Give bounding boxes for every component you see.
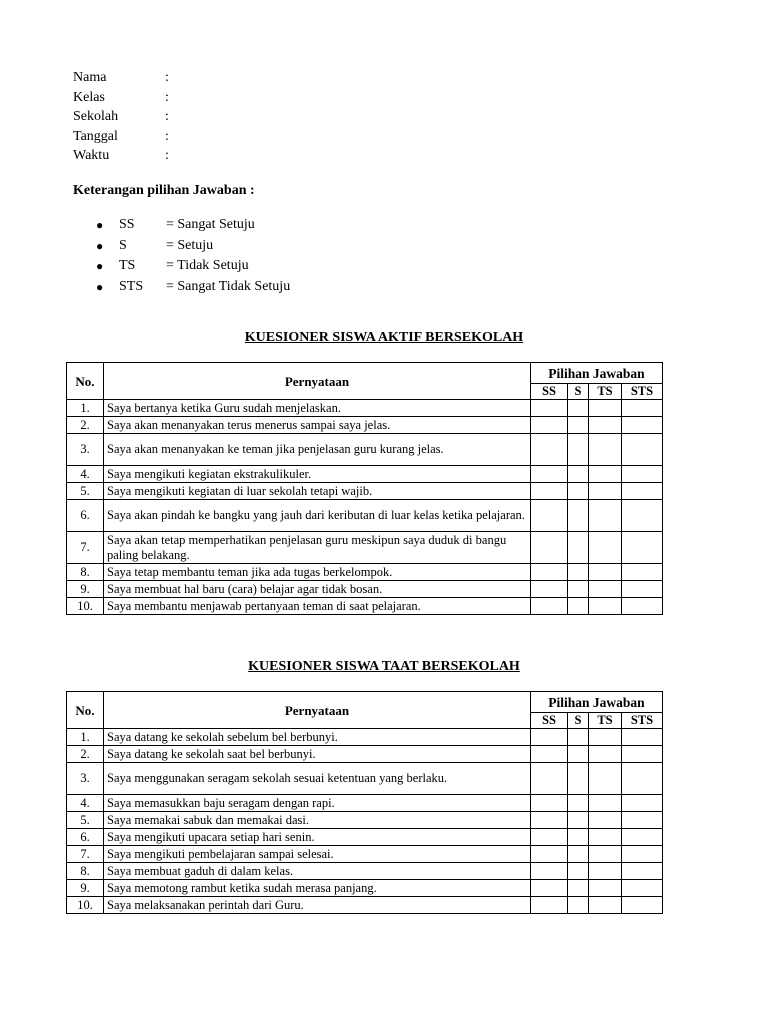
- answer-cell-s[interactable]: [567, 863, 588, 880]
- answer-cell-ss[interactable]: [530, 829, 567, 846]
- answer-cell-s[interactable]: [567, 434, 588, 466]
- row-statement: Saya mengikuti kegiatan ekstrakulikuler.: [104, 466, 531, 483]
- header-choice-ts: TS: [588, 384, 621, 400]
- table-row: [67, 746, 663, 763]
- answer-cell-sts[interactable]: [621, 746, 662, 763]
- row-statement: Saya bertanya ketika Guru sudah menjelaskan.: [104, 400, 531, 417]
- answer-cell-ss[interactable]: [530, 863, 567, 880]
- answer-cell-ts[interactable]: [588, 581, 621, 598]
- answer-cell-ts[interactable]: [588, 500, 621, 532]
- row-statement: Saya menggunakan seragam sekolah sesuai ketentuan yang berlaku.: [104, 763, 531, 795]
- row-number: 8.: [67, 564, 104, 581]
- answer-cell-ts[interactable]: [588, 466, 621, 483]
- answer-cell-sts[interactable]: [621, 897, 662, 914]
- identity-label: Nama: [73, 70, 107, 85]
- identity-row-waktu: [73, 146, 273, 166]
- answer-cell-ts[interactable]: [588, 729, 621, 746]
- answer-cell-ts[interactable]: [588, 812, 621, 829]
- answer-cell-ss[interactable]: [530, 564, 567, 581]
- row-statement: Saya memotong rambut ketika sudah merasa panjang.: [104, 880, 531, 897]
- table-row: [67, 466, 663, 483]
- answer-cell-s[interactable]: [567, 466, 588, 483]
- answer-cell-sts[interactable]: [621, 729, 662, 746]
- table-row: [67, 897, 663, 914]
- table-row: [67, 880, 663, 897]
- header-no: No.: [67, 692, 104, 729]
- answer-cell-ss[interactable]: [530, 417, 567, 434]
- table-row: [67, 417, 663, 434]
- row-number: 2.: [67, 417, 104, 434]
- answer-cell-s[interactable]: [567, 897, 588, 914]
- answer-cell-s[interactable]: [567, 746, 588, 763]
- answer-cell-sts[interactable]: [621, 417, 662, 434]
- answer-cell-s[interactable]: [567, 400, 588, 417]
- questionnaire-title-aktif: KUESIONER SISWA AKTIF BERSEKOLAH: [244, 330, 524, 345]
- bullet-icon: ●: [96, 218, 104, 232]
- header-statement: Pernyataan: [104, 692, 531, 729]
- answer-cell-sts[interactable]: [621, 581, 662, 598]
- answer-cell-s[interactable]: [567, 829, 588, 846]
- answer-cell-sts[interactable]: [621, 400, 662, 417]
- row-statement: Saya melaksanakan perintah dari Guru.: [104, 897, 531, 914]
- row-statement: Saya datang ke sekolah sebelum bel berbunyi.: [104, 729, 531, 746]
- answer-cell-ts[interactable]: [588, 434, 621, 466]
- table-row: [67, 434, 663, 466]
- table-row: [67, 729, 663, 746]
- questionnaire-title-taat: KUESIONER SISWA TAAT BERSEKOLAH: [248, 659, 520, 674]
- answer-cell-sts[interactable]: [621, 564, 662, 581]
- row-number: 10.: [67, 598, 104, 615]
- row-number: 6.: [67, 829, 104, 846]
- legend-desc: = Setuju: [166, 237, 214, 253]
- legend-desc: = Sangat Tidak Setuju: [166, 278, 291, 294]
- header-choices-label: Pilihan Jawaban: [530, 692, 662, 713]
- header-choice-ss: SS: [530, 713, 567, 729]
- identity-label: Kelas: [73, 89, 105, 105]
- identity-row-nama: [73, 68, 273, 88]
- row-statement: Saya akan menanyakan ke teman jika penjelasan guru kurang jelas.: [104, 434, 531, 466]
- answer-cell-ss[interactable]: [530, 795, 567, 812]
- row-number: 3.: [67, 434, 104, 466]
- questionnaire-table-taat: [66, 691, 663, 914]
- identity-row-sekolah: [73, 107, 273, 127]
- answer-cell-ss[interactable]: [530, 400, 567, 417]
- answer-cell-ss[interactable]: [530, 532, 567, 564]
- answer-cell-s[interactable]: [567, 795, 588, 812]
- answer-cell-sts[interactable]: [621, 812, 662, 829]
- header-choice-s: S: [567, 713, 588, 729]
- table-row: [67, 400, 663, 417]
- header-choice-ts: TS: [588, 713, 621, 729]
- identity-row-kelas: [73, 88, 273, 108]
- identity-colon: :: [165, 89, 169, 105]
- answer-cell-ss[interactable]: [530, 598, 567, 615]
- legend-item: [96, 277, 396, 298]
- table-row: [67, 812, 663, 829]
- row-statement: Saya membantu menjawab pertanyaan teman di saat pelajaran.: [104, 598, 531, 615]
- header-choice-sts: STS: [621, 713, 662, 729]
- row-number: 9.: [67, 581, 104, 598]
- identity-label: Waktu: [73, 148, 110, 163]
- answer-cell-ts[interactable]: [588, 417, 621, 434]
- legend-desc: = Tidak Setuju: [166, 258, 249, 273]
- answer-cell-ts[interactable]: [588, 829, 621, 846]
- answer-cell-s[interactable]: [567, 598, 588, 615]
- legend-code: STS: [119, 278, 144, 294]
- answer-cell-s[interactable]: [567, 417, 588, 434]
- legend-code: TS: [119, 258, 136, 273]
- answer-cell-sts[interactable]: [621, 500, 662, 532]
- row-number: 3.: [67, 763, 104, 795]
- table-row: [67, 500, 663, 532]
- answer-cell-ss[interactable]: [530, 466, 567, 483]
- table-row: [67, 532, 663, 564]
- answer-cell-ss[interactable]: [530, 846, 567, 863]
- table-row: [67, 483, 663, 500]
- table-row: [67, 581, 663, 598]
- answer-cell-ts[interactable]: [588, 598, 621, 615]
- answer-cell-ss[interactable]: [530, 434, 567, 466]
- answer-cell-sts[interactable]: [621, 880, 662, 897]
- row-number: 9.: [67, 880, 104, 897]
- bullet-icon: ●: [96, 279, 104, 294]
- row-statement: Saya mengikuti kegiatan di luar sekolah tetapi wajib.: [104, 483, 531, 500]
- row-statement: Saya tetap membantu teman jika ada tugas berkelompok.: [104, 564, 531, 581]
- row-number: 4.: [67, 466, 104, 483]
- answer-cell-sts[interactable]: [621, 846, 662, 863]
- header-no: No.: [67, 363, 104, 400]
- answer-cell-ts[interactable]: [588, 795, 621, 812]
- row-statement: Saya akan pindah ke bangku yang jauh dari keributan di luar kelas ketika pelajaran.: [104, 500, 531, 532]
- table-row: [67, 795, 663, 812]
- legend-item: [96, 215, 396, 236]
- answer-cell-ts[interactable]: [588, 400, 621, 417]
- row-number: 10.: [67, 897, 104, 914]
- header-choice-s: S: [567, 384, 588, 400]
- table-row: [67, 598, 663, 615]
- row-statement: Saya memasukkan baju seragam dengan rapi.: [104, 795, 531, 812]
- identity-colon: :: [165, 70, 169, 85]
- answer-cell-ts[interactable]: [588, 483, 621, 500]
- row-statement: Saya datang ke sekolah saat bel berbunyi.: [104, 746, 531, 763]
- legend-item: [96, 236, 396, 257]
- answer-cell-s[interactable]: [567, 763, 588, 795]
- row-number: 5.: [67, 483, 104, 500]
- answer-cell-sts[interactable]: [621, 863, 662, 880]
- answer-cell-s[interactable]: [567, 880, 588, 897]
- answer-cell-s[interactable]: [567, 846, 588, 863]
- answer-cell-s[interactable]: [567, 581, 588, 598]
- answer-cell-ts[interactable]: [588, 746, 621, 763]
- legend-title: Keterangan pilihan Jawaban :: [73, 183, 255, 198]
- answer-cell-ss[interactable]: [530, 897, 567, 914]
- row-number: 2.: [67, 746, 104, 763]
- row-statement: Saya akan tetap memperhatikan penjelasan guru meskipun saya duduk di bangu paling belakang.: [104, 532, 531, 564]
- identity-colon: :: [165, 109, 169, 124]
- answer-cell-sts[interactable]: [621, 795, 662, 812]
- legend-desc: = Sangat Setuju: [166, 217, 255, 232]
- row-statement: Saya mengikuti pembelajaran sampai selesai.: [104, 846, 531, 863]
- row-statement: Saya memakai sabuk dan memakai dasi.: [104, 812, 531, 829]
- answer-cell-sts[interactable]: [621, 763, 662, 795]
- answer-cell-s[interactable]: [567, 812, 588, 829]
- row-statement: Saya akan menanyakan terus menerus sampai saya jelas.: [104, 417, 531, 434]
- answer-cell-s[interactable]: [567, 483, 588, 500]
- answer-cell-ss[interactable]: [530, 746, 567, 763]
- legend-code: SS: [119, 217, 135, 232]
- answer-cell-ts[interactable]: [588, 564, 621, 581]
- answer-cell-s[interactable]: [567, 500, 588, 532]
- answer-cell-sts[interactable]: [621, 598, 662, 615]
- answer-cell-ss[interactable]: [530, 581, 567, 598]
- header-choices-label: Pilihan Jawaban: [530, 363, 662, 384]
- questionnaire-table-aktif: [66, 362, 663, 615]
- answer-cell-sts[interactable]: [621, 434, 662, 466]
- row-number: 7.: [67, 532, 104, 564]
- header-choice-sts: STS: [621, 384, 662, 400]
- answer-cell-ts[interactable]: [588, 880, 621, 897]
- answer-cell-sts[interactable]: [621, 532, 662, 564]
- identity-colon: :: [165, 148, 169, 163]
- row-number: 7.: [67, 846, 104, 863]
- bullet-icon: ●: [96, 238, 104, 253]
- answer-cell-ss[interactable]: [530, 729, 567, 746]
- row-statement: Saya membuat gaduh di dalam kelas.: [104, 863, 531, 880]
- table-row: [67, 564, 663, 581]
- answer-cell-ss[interactable]: [530, 812, 567, 829]
- row-number: 4.: [67, 795, 104, 812]
- answer-cell-ts[interactable]: [588, 763, 621, 795]
- table-row: [67, 846, 663, 863]
- answer-cell-ss[interactable]: [530, 483, 567, 500]
- answer-cell-sts[interactable]: [621, 483, 662, 500]
- row-statement: Saya mengikuti upacara setiap hari senin.: [104, 829, 531, 846]
- answer-cell-ss[interactable]: [530, 500, 567, 532]
- answer-cell-s[interactable]: [567, 729, 588, 746]
- answer-cell-s[interactable]: [567, 532, 588, 564]
- identity-label: Sekolah: [73, 109, 119, 124]
- answer-cell-ts[interactable]: [588, 846, 621, 863]
- answer-cell-sts[interactable]: [621, 466, 662, 483]
- answer-cell-ss[interactable]: [530, 763, 567, 795]
- answer-cell-ss[interactable]: [530, 880, 567, 897]
- row-statement: Saya membuat hal baru (cara) belajar agar tidak bosan.: [104, 581, 531, 598]
- header-choice-ss: SS: [530, 384, 567, 400]
- legend-item: [96, 256, 396, 277]
- legend-code: S: [119, 237, 127, 253]
- bullet-icon: ●: [96, 259, 104, 273]
- row-number: 1.: [67, 400, 104, 417]
- row-number: 5.: [67, 812, 104, 829]
- identity-fields: [73, 68, 273, 166]
- answer-cell-s[interactable]: [567, 564, 588, 581]
- row-number: 1.: [67, 729, 104, 746]
- table-row: [67, 763, 663, 795]
- row-number: 8.: [67, 863, 104, 880]
- identity-label: Tanggal: [73, 128, 118, 144]
- header-statement: Pernyataan: [104, 363, 531, 400]
- identity-colon: :: [165, 128, 169, 144]
- answer-cell-ts[interactable]: [588, 532, 621, 564]
- answer-cell-sts[interactable]: [621, 829, 662, 846]
- legend-list: [96, 215, 396, 297]
- row-number: 6.: [67, 500, 104, 532]
- answer-cell-ts[interactable]: [588, 897, 621, 914]
- table-row: [67, 863, 663, 880]
- table-row: [67, 829, 663, 846]
- answer-cell-ts[interactable]: [588, 863, 621, 880]
- identity-row-tanggal: [73, 127, 273, 147]
